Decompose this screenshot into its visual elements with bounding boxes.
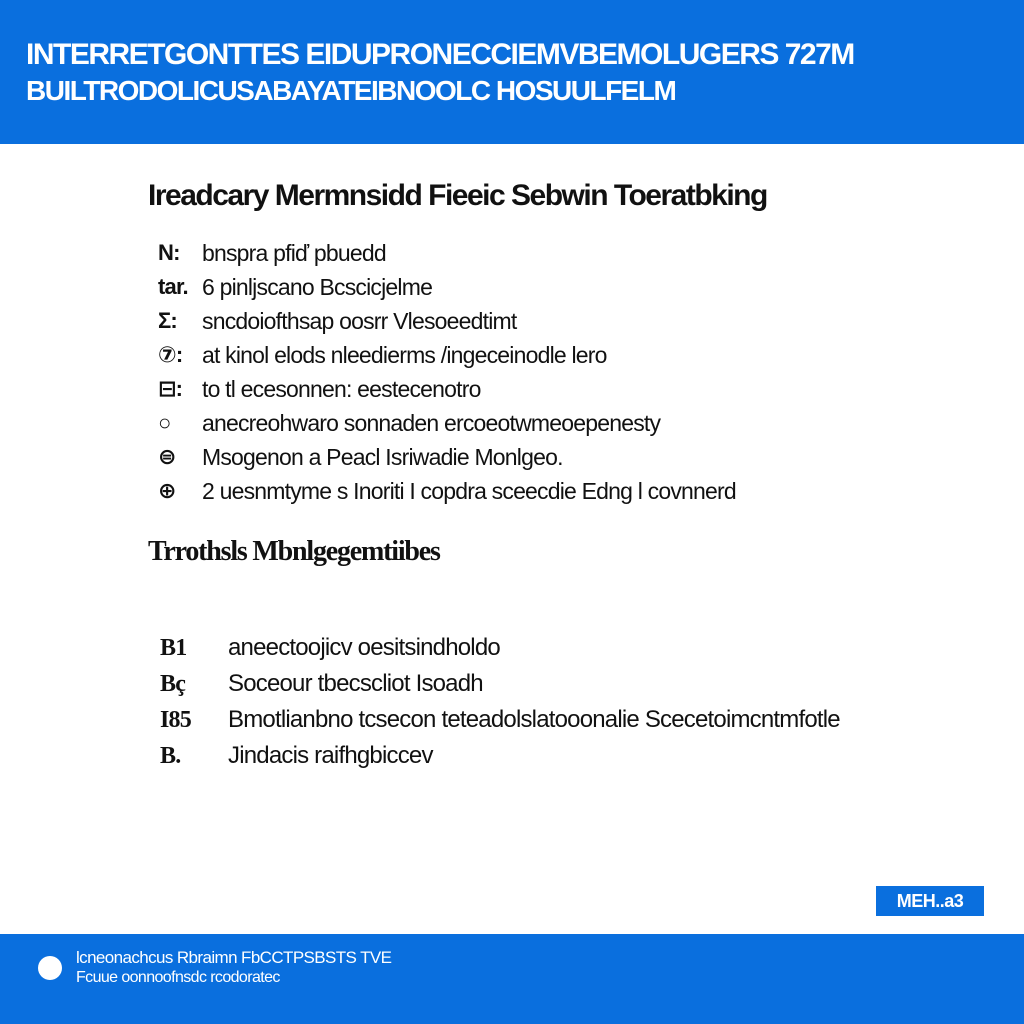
item-marker: B1 — [160, 634, 187, 661]
step-marker: Σ: — [158, 308, 177, 333]
item-text: aneectoojicv oesitsindholdo — [228, 634, 500, 661]
item-text: Soceour tbecscliot Isoadh — [228, 670, 483, 697]
list-item — [160, 666, 978, 702]
list-item — [158, 474, 978, 508]
list-item — [158, 270, 978, 304]
list-item — [160, 738, 978, 774]
header-banner — [0, 0, 1024, 144]
step-text: at kinol elods nleedierms /ingeceinodle lero — [202, 341, 607, 368]
footer-bar — [0, 934, 1024, 1024]
step-marker: ⊜ — [158, 444, 176, 469]
header-title-line1: INTERRETGONTTES EIDUPRONECCIEMVBEMOLUGERS 727M — [26, 38, 854, 71]
section-subtitle: Trrothsls Mbnlgegemtiibes — [148, 536, 440, 567]
list-item — [160, 702, 978, 738]
header-title-line2: BUILTRODOLICUSABAYATEIBNOOLC HOSUULFELM — [26, 75, 676, 106]
step-text: bnspra pfiď pbuedd — [202, 239, 386, 266]
list-item — [160, 630, 978, 666]
list-item — [158, 372, 978, 406]
step-marker: ○ — [158, 410, 171, 435]
action-button[interactable]: MEH..a3 — [876, 886, 984, 916]
item-text: Jindacis raifhgbiccev — [228, 742, 433, 769]
step-text: 2 uesnmtyme s Inoriti I copdra sceecdie Edng l covnnerd — [202, 477, 736, 504]
main-content — [148, 178, 978, 774]
list-item — [158, 440, 978, 474]
step-text: to tl ecesonnen: eestecenotro — [202, 375, 481, 402]
list-item — [158, 406, 978, 440]
step-marker: tar. — [158, 274, 188, 299]
step-text: Msogenon a Peacl Isriwadie Monlgeo. — [202, 443, 563, 470]
footer-line1: lcneonachcus Rbraimn FbCCTPSBSTS TVE — [76, 948, 392, 967]
list-item — [158, 338, 978, 372]
item-text: Bmotlianbno tcsecon teteadolslatooonalie Scecetoimcntmfotle — [228, 706, 840, 733]
step-marker: ⊕ — [158, 478, 176, 503]
footer-line2: Fcuue oonnoofnsdc rcodoratec — [76, 969, 280, 986]
item-marker: Bç — [160, 670, 186, 697]
list-item — [158, 304, 978, 338]
step-marker: N: — [158, 240, 180, 265]
list-item — [158, 236, 978, 270]
section-title: Ireadcary Mermnsidd Fieeic Sebwin Toeratbking — [148, 179, 767, 212]
item-marker: I85 — [160, 706, 191, 733]
step-text: sncdoiofthsap oosrr Vlesoeedtimt — [202, 307, 517, 334]
items-list — [160, 630, 978, 774]
status-dot-icon — [38, 956, 62, 980]
step-marker: ⊟: — [158, 376, 183, 401]
footer-text — [76, 948, 976, 988]
steps-list — [158, 236, 978, 508]
step-text: 6 pinljscano Bcscicjelme — [202, 273, 433, 300]
step-marker: ⑦: — [158, 342, 183, 367]
step-text: anecreohwaro sonnaden ercoeotwmeoepenesty — [202, 409, 661, 436]
item-marker: B. — [160, 742, 181, 769]
